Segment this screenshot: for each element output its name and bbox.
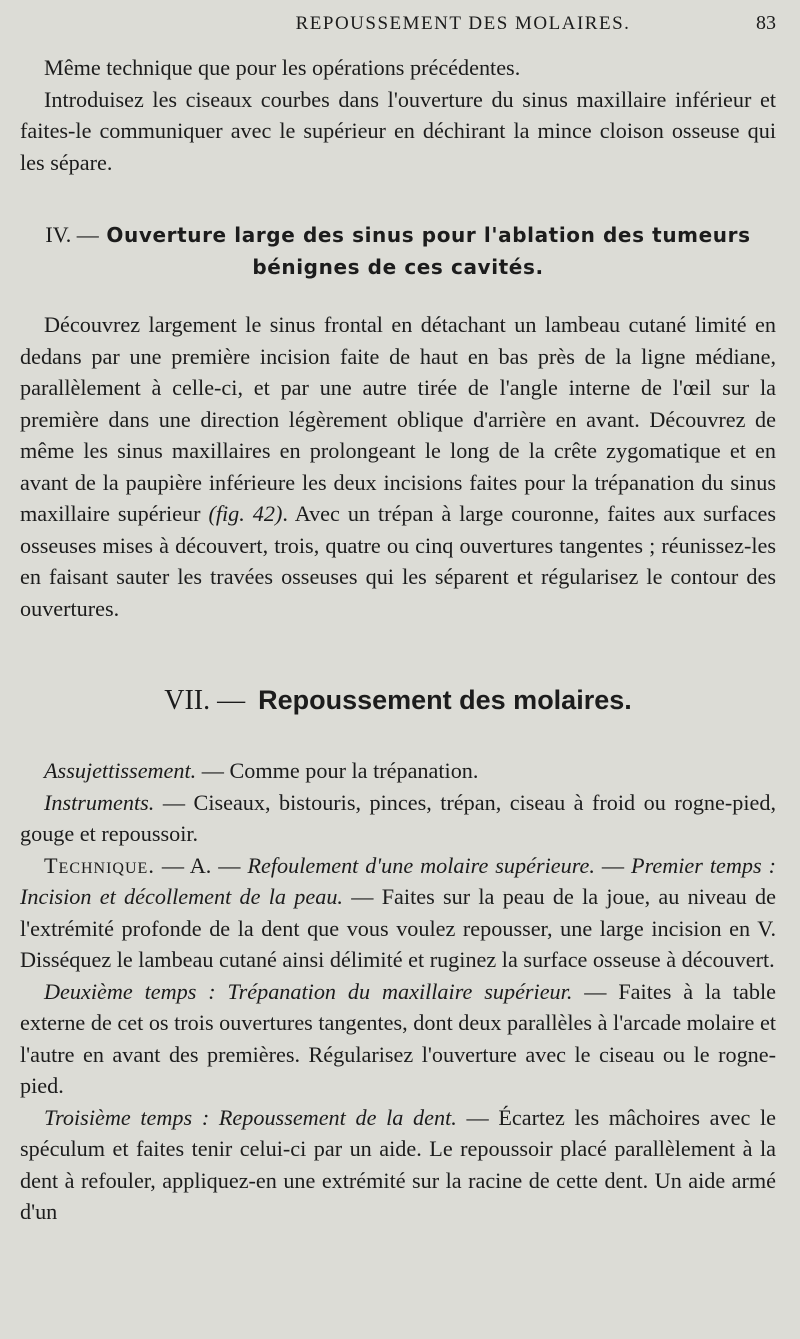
running-header <box>20 12 776 52</box>
technique-label: Technique. <box>44 852 155 878</box>
second-step-text: — Faites à la table externe de cet os trois ouvertures tangentes, dont deux parallèles à l'arcade molaire et l'autre en avant des premières. Régularisez l'ouverture avec le ciseau ou le rogne-pied. <box>20 978 776 1098</box>
section-number: IV. — <box>45 222 99 247</box>
running-title: REPOUSSEMENT DES MOLAIRES. <box>295 13 631 34</box>
assujettissement-text: — Comme pour la trépanation. <box>196 758 479 783</box>
instruments-label: Instruments. <box>44 789 155 815</box>
section-body <box>20 309 776 624</box>
intro-line: Même technique que pour les opérations précédentes. <box>44 55 521 80</box>
technique-a: — A. — <box>154 852 248 878</box>
third-step-paragraph <box>20 1102 776 1228</box>
assujettissement-label: Assujettissement. <box>44 758 197 783</box>
technique-subtitle: Refoulement d'une molaire supérieure. <box>247 852 595 878</box>
first-step-text: — Faites sur la peau de la joue, au niveau de l'extrémité profonde de la dent que vous voulez repousser, une large incision en V. Disséquez le lambeau cutané ainsi délimité et ruginez la surface osseuse à découvert. <box>20 884 776 972</box>
figure-reference: (fig. 42) <box>208 501 283 526</box>
section-title: Ouverture large des sinus pour l'ablation des tumeurs bénignes de ces cavités. <box>106 223 751 279</box>
technique-paragraph <box>20 850 776 976</box>
third-step-text: — Écartez les mâchoires avec le spéculum et faites tenir celui-ci par un aide. Le repoussoir placé parallèlement à la dent à refouler, appliquez-en une extrémité sur la racine de cette dent. Un aide armé d'un <box>20 1104 776 1224</box>
instruments-text: — Ciseaux, bistouris, pinces, trépan, ciseau à froid ou rogne-pied, gouge et repoussoir. <box>20 789 776 846</box>
page-number: 83 <box>756 12 776 34</box>
technique-dash: — <box>594 852 632 878</box>
chapter-number: VII. — <box>164 685 246 716</box>
chapter-title: Repoussement des molaires. <box>258 685 632 715</box>
first-step-label: Premier temps : Incision et décollement de la peau. <box>20 852 776 909</box>
section-body-text: Découvrez largement le sinus frontal en détachant un lambeau cutané limité en dedans par une première incision faite de haut en bas près de la ligne médiane, parallèlement à celle-ci, et par une autre tirée de l'angle interne de l'œil sur la première dans une direction légèrement oblique d'arrière en avant. Découvrez de même les sinus maxillaires en prolongeant le long de la crête zygomatique et en avant de la paupière inférieure les deux incisions faites pour la trépanation du sinus maxillaire supérieur <box>20 312 776 526</box>
instruments-paragraph <box>20 787 776 850</box>
intro-paragraph: Introduisez les ciseaux courbes dans l'ouverture du sinus maxillaire inférieur et faites-le communiquer avec le supérieur en déchirant la mince cloison osseuse qui les sépare. <box>20 86 776 175</box>
section-heading <box>20 219 776 283</box>
chapter-heading <box>20 680 776 721</box>
chapter-body <box>20 755 776 1228</box>
second-step-paragraph <box>20 976 776 1102</box>
third-step-label: Troisième temps : Repoussement de la dent. <box>44 1104 457 1130</box>
assujettissement-paragraph <box>20 755 776 787</box>
second-step-label: Deuxième temps : Trépanation du maxillaire supérieur. <box>44 978 573 1004</box>
section-body-continued: . Avec un trépan à large couronne, faites aux surfaces osseuses mises à découvert, trois, quatre ou cinq ouvertures tangentes ; réunissez-les en faisant sauter les travées osseuses qui les séparent et régularisez le contour des ouvertures. <box>20 501 776 621</box>
